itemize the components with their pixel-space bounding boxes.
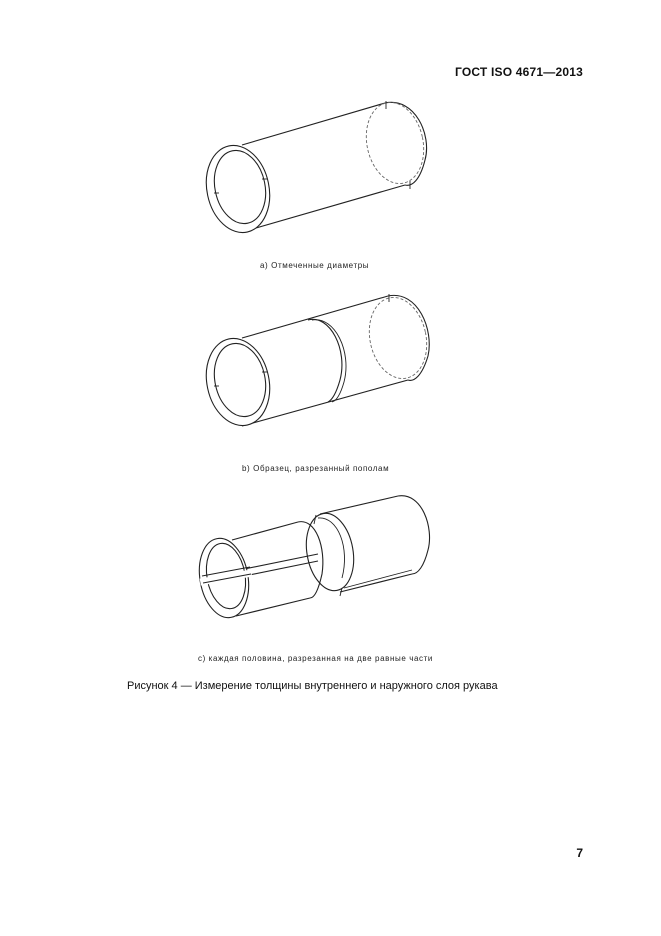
document-code: ГОСТ ISO 4671—2013 [454,65,583,79]
cylinder-quartered-diagram [190,488,440,638]
figure-a-caption: а) Отмеченные диаметры [260,261,370,270]
figure-title: Рисунок 4 — Измерение толщины внутреннего и наружного слоя рукава [127,680,498,692]
figure-c-caption: с) каждая половина, разрезанная на две равные части [198,654,433,663]
figure-b-cut-in-half [200,290,440,440]
figure-b-caption: b) Образец, разрезанный пополам [242,464,390,473]
cylinder-halved-diagram [200,290,440,440]
page-number: 7 [576,846,583,860]
cylinder-marked-diagram [200,95,440,245]
figure-c-quartered [190,488,440,638]
figure-a-marked-diameters [200,95,440,245]
